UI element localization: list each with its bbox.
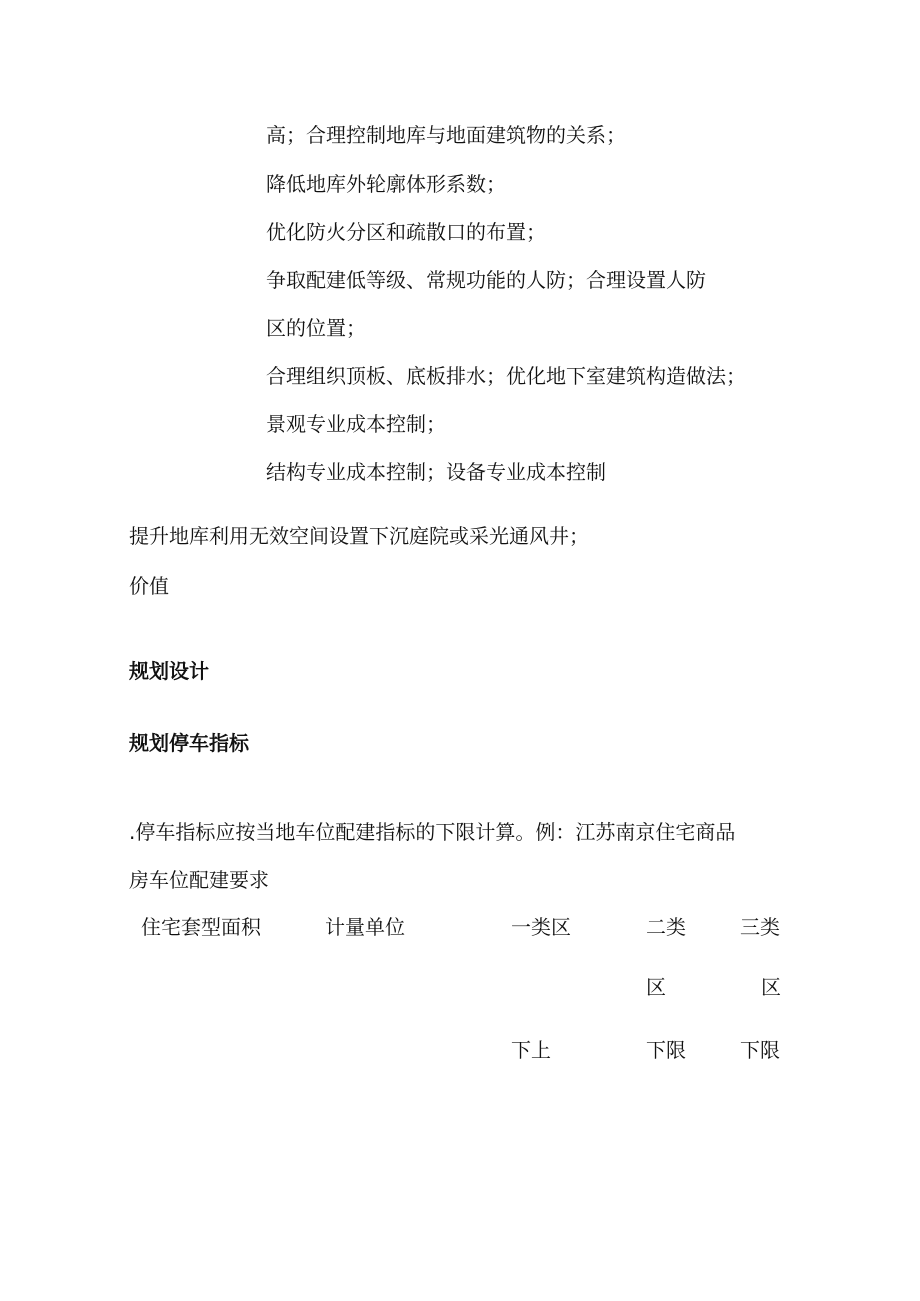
paragraph-line: 房车位配建要求 bbox=[129, 868, 269, 892]
list-item: 降低地库外轮廓体形系数； bbox=[266, 172, 506, 196]
section-heading: 规划设计 bbox=[129, 659, 209, 683]
table-header-zone3: 三类 bbox=[740, 915, 780, 939]
paragraph-line: .停车指标应按当地车位配建指标的下限计算。例：江苏南京住宅商品 bbox=[129, 820, 736, 844]
list-item: 合理组织顶板、底板排水；优化地下室建筑构造做法； bbox=[266, 364, 746, 388]
list-item: 区的位置； bbox=[266, 316, 366, 340]
table-header-zone2: 二类 bbox=[646, 915, 686, 939]
table-subheader-zone1: 下上 bbox=[511, 1038, 551, 1062]
body-line: 价值 bbox=[129, 574, 169, 598]
subsection-heading: 规划停车指标 bbox=[129, 731, 249, 755]
list-item: 结构专业成本控制；设备专业成本控制 bbox=[266, 460, 606, 484]
table-header-zone2-cont: 区 bbox=[646, 975, 666, 999]
list-item: 争取配建低等级、常规功能的人防；合理设置人防 bbox=[266, 268, 706, 292]
list-item: 景观专业成本控制； bbox=[266, 412, 446, 436]
body-line: 提升地库利用无效空间设置下沉庭院或采光通风井； bbox=[129, 524, 589, 548]
list-item: 高；合理控制地库与地面建筑物的关系； bbox=[266, 123, 626, 147]
list-item: 优化防火分区和疏散口的布置； bbox=[266, 220, 546, 244]
table-header-zone3-cont: 区 bbox=[761, 975, 781, 999]
table-header-zone1: 一类区 bbox=[511, 915, 571, 939]
table-header-unit: 计量单位 bbox=[325, 915, 405, 939]
table-subheader-zone3: 下限 bbox=[740, 1038, 780, 1062]
table-header-area: 住宅套型面积 bbox=[141, 915, 261, 939]
table-subheader-zone2: 下限 bbox=[646, 1038, 686, 1062]
